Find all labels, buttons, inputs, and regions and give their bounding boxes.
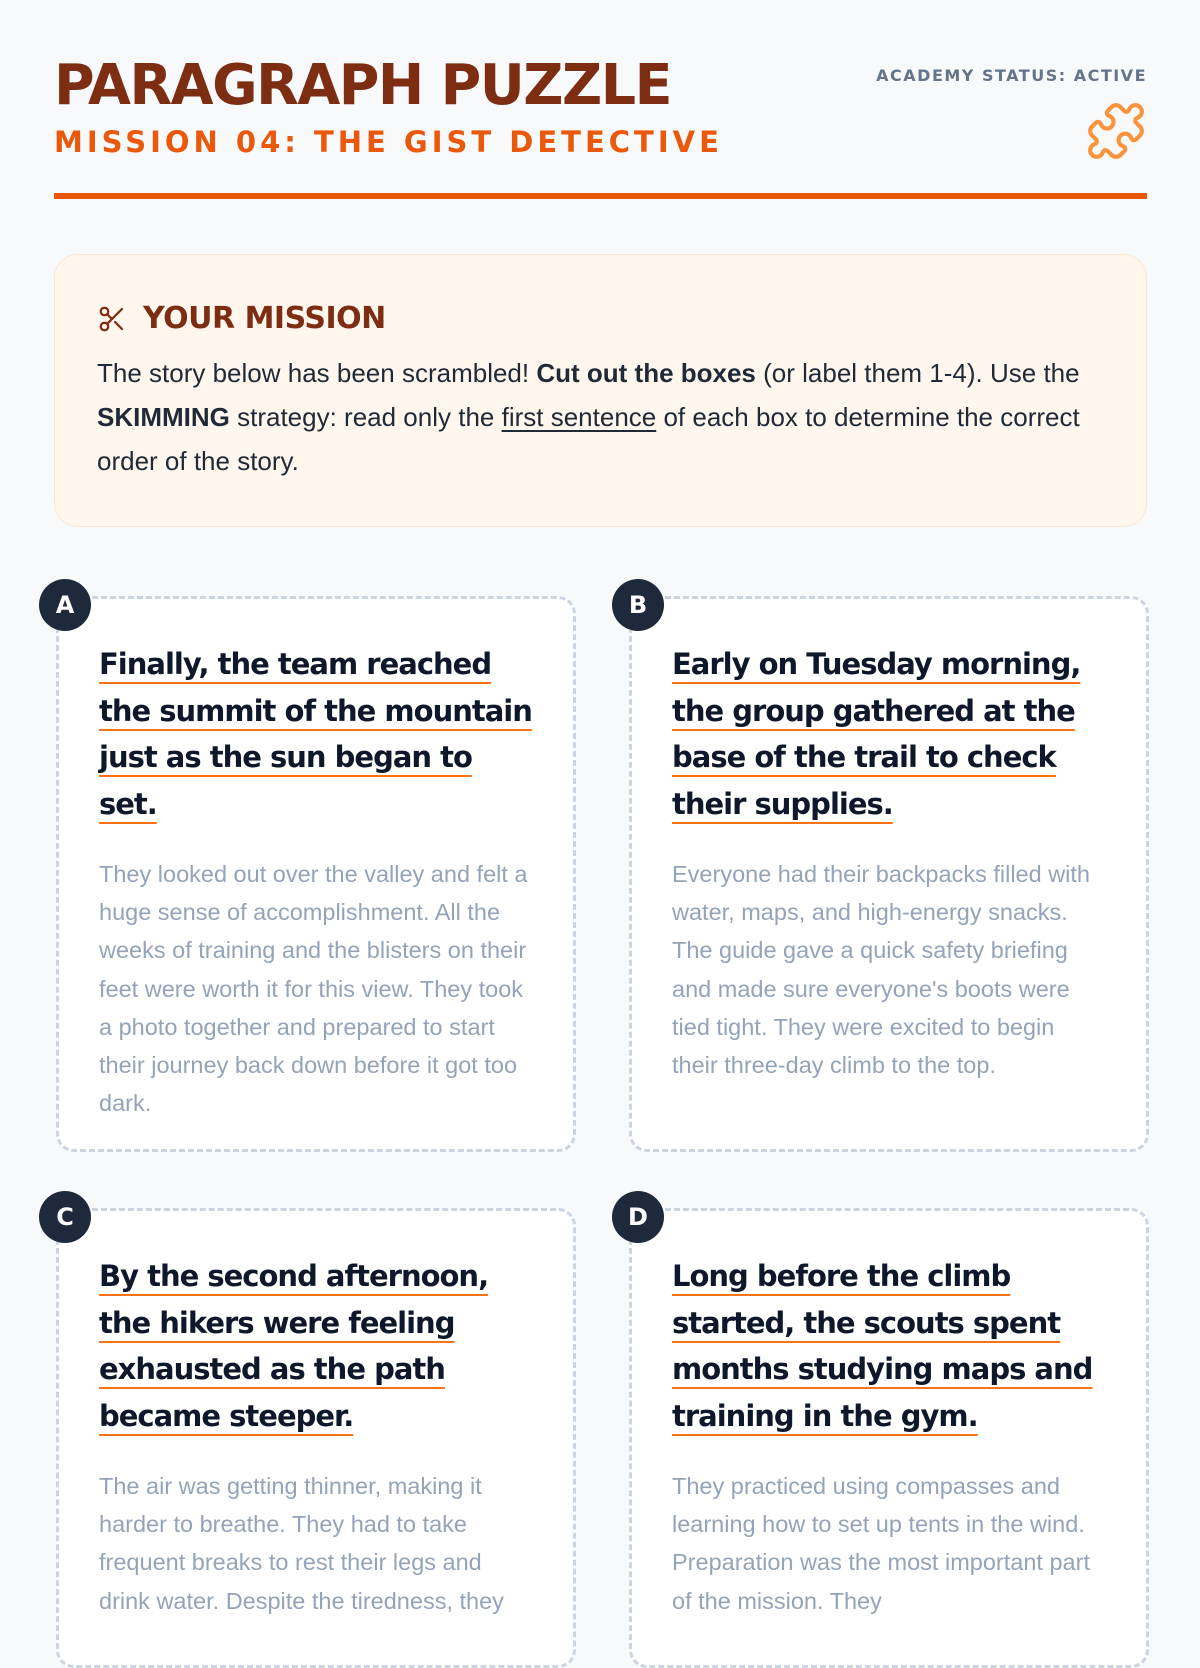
mission-instructions: [97, 351, 1107, 483]
story-card-a: [55, 591, 576, 1152]
instruction-emphasis-cut: Cut out the boxes: [536, 358, 756, 388]
first-sentence-text: Early on Tuesday morning, the group gathered at the base of the trail to check their supplies.: [672, 647, 1081, 821]
page-header: [54, 53, 1147, 200]
card-letter-badge: C: [39, 1191, 91, 1243]
first-sentence-text: By the second afternoon, the hikers were feeling exhausted as the path became steeper.: [99, 1259, 489, 1433]
instruction-text: The story below has been scrambled!: [97, 358, 537, 388]
card-body-text: The air was getting thinner, making it harder to breathe. They had to take frequent breaks to rest their legs and drink water. Despite the tiredness, they: [99, 1473, 504, 1614]
card-first-sentence: [99, 641, 533, 827]
mission-box: [54, 254, 1147, 527]
instruction-underline-first-sentence: first sentence: [501, 402, 657, 432]
card-body-text: Everyone had their backpacks filled with water, maps, and high-energy snacks. The guide gave a quick safety briefing and made sure everyone's boots were tied tight. They were excited to begin their three-day climb to the top.: [672, 861, 1090, 1079]
story-card-d: [628, 1203, 1149, 1668]
instruction-text: of each box to determine the correct order of the story.: [97, 402, 1080, 476]
story-card-b: [628, 591, 1149, 1152]
card-letter-badge: D: [612, 1191, 664, 1243]
card-first-sentence: [99, 1253, 533, 1439]
card-letter-badge: B: [612, 579, 664, 631]
card-first-sentence: [672, 1253, 1106, 1439]
first-sentence-text: Long before the climb started, the scouts spent months studying maps and training in the gym.: [672, 1259, 1093, 1433]
card-body-text: They practiced using compasses and learning how to set up tents in the wind. Preparation was the most important part of the mission. They: [672, 1473, 1090, 1614]
instruction-text: strategy: read only the: [229, 402, 502, 432]
header-divider: [54, 193, 1147, 199]
scissors-icon: [97, 304, 127, 334]
mission-heading: [97, 301, 386, 336]
card-body-text: They looked out over the valley and felt a huge sense of accomplishment. All the weeks of training and the blisters on their feet were worth it for this view. They took a photo together and prepared to start their journey back down before it got too dark.: [99, 861, 528, 1117]
page-title: PARAGRAPH PUZZLE: [54, 53, 671, 118]
instruction-text: (or label them 1-4). Use the: [755, 358, 1080, 388]
first-sentence-text: Finally, the team reached the summit of the mountain just as the sun began to set.: [99, 647, 532, 821]
status-label: ACADEMY STATUS: ACTIVE: [876, 66, 1147, 85]
card-first-sentence: [672, 641, 1106, 827]
puzzle-piece-icon: [1085, 100, 1147, 162]
instruction-emphasis-skimming: SKIMMING: [97, 402, 230, 432]
card-letter-badge: A: [39, 579, 91, 631]
story-card-c: [56, 1203, 576, 1668]
page-subtitle: MISSION 04: THE GIST DETECTIVE: [54, 125, 723, 159]
mission-title: YOUR MISSION: [143, 301, 386, 336]
